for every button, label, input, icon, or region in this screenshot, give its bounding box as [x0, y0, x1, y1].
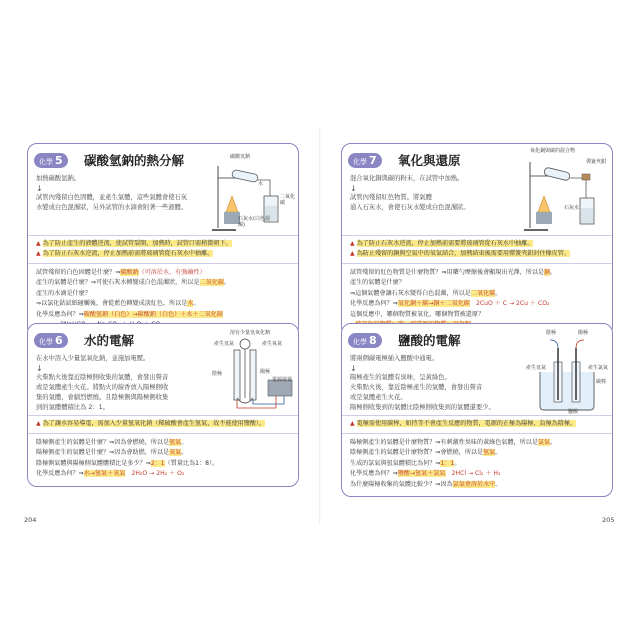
- experiment-description: 將兩個碳電極插入鹽酸中通電。 ↓ 陽極產生的氣體有臭味，呈黃綠色。 火柴點火後，靠近陰極產生的氣體，會發出聲音 或是氣體產生火花。 陽極側收集到的氣體比陰極側收集到的氣體還要少。: [350, 355, 495, 411]
- label-hydrogen: 產生氫氣: [214, 341, 235, 347]
- questions-answers: 試管殘留的白色固體是什麼？⇒碳酸鈉（可溶於水，有強鹼性） 產生的氣體是什麼？⇒可使石灰水轉變成白色混濁狀，所以是二氧化碳。 產生的水滴是什麼？ ⇒以氯化鈷試紙碰觸後，會從藍色轉變成淡紅色，所以是水。 化學反應為何？⇒碳酸氫鈉（白色）→碳酸鈉（白色）＋水＋二氧化碳: [36, 269, 231, 318]
- label-limewater: 石灰水: [564, 205, 580, 211]
- subject-tag: 化學 7: [348, 153, 382, 168]
- hcl-electrolysis-diagram: [528, 332, 610, 414]
- label-cathode: 陰極: [546, 330, 557, 336]
- subject-tag: 化學 6: [34, 333, 68, 348]
- label-water: 水: [258, 181, 264, 187]
- card-hcl-electrolysis: [341, 323, 613, 497]
- label-naoh: 溶有少量氫氧化鈉: [230, 330, 271, 336]
- card-header: [342, 324, 612, 416]
- experiment-description: 加熱碳酸氫鈉。 ↓ 試管內殘留白色固體，並產生氣體，這些氣體會使石灰 水變成白色混濁狀，另外試管的水滴會附著一些液體。: [36, 175, 188, 211]
- card-header: [28, 324, 298, 416]
- label-carbon-rod: 碳棒: [596, 379, 607, 385]
- label-chlorine: 產生氯氣: [588, 365, 609, 371]
- experiment-description: 在水中溶入少量氫氧化鈉，並施加電壓。 ↓ 火柴點火後靠近陰極側收集的氣體，會發出聲音 或是氣體產生火花。將點火的線香放入陽極側收 集的氣體，會劇烈燃燒。且陰極側與陽極側收集 到的氣體體積比為 2：1。: [36, 355, 169, 411]
- label-anode: 陽極: [578, 330, 589, 336]
- caution-notes: ▲ 電極需使用碳棒，如持等不會產生反應的物質，電源的正極為陽極，負極為陰極。: [342, 416, 612, 434]
- page-gutter: [319, 128, 321, 523]
- subject-tag: 化學 5: [34, 153, 68, 168]
- card-water-electrolysis: [27, 323, 299, 487]
- label-oxygen: 產生氧氣: [262, 341, 283, 347]
- label-anode: 陽極: [260, 369, 271, 375]
- card-oxidation-reduction: [341, 143, 613, 337]
- label-power-supply: 電源裝置: [272, 377, 293, 383]
- questions-answers: 陽極側產生的氣體是什麼物質？⇒有刺激性臭味的黃綠色氣體，所以是氯氣。 陰極側產生的氣體是什麼物質？⇒會燃燒，所以是氫氣。 生成的氯氣與氫氣體積比為何？⇒1：1。 化學反應為何？⇒鹽酸→氫氣＋氯氣 2HCl → Cl₂ ＋ H₂ 為什麼陽極收集的氣體比較少？⇒因為氯氣會溶於水中。: [350, 439, 557, 488]
- experiment-description: 混合氧化銅與碳的粉末，在試管中加熱。 ↓ 試管內殘留紅色物質。將氣體 通入石灰水，會使石灰水變成白色混濁狀。: [350, 175, 470, 211]
- label-cuo-carbon-mixture: 氧化銅與碳的混合物: [530, 148, 576, 154]
- questions-answers: 試管殘留的紅色物質是什麼物質？⇒用藥勺摩擦後會顯現出光澤，所以是銅。 產生的氣體是什麼？ ⇒這個氣體會讓石灰水變得白色混濁，所以是二氧化碳。 化學反應為何？⇒氧化銅＋碳→銅＋二氧化碳 2CuO ＋ C → 2Cu ＋ CO₂ 這個反應中，哪個物質被氧化，哪個物質被還原？: [342, 264, 612, 336]
- card-title: 鹽酸的電解: [398, 333, 461, 348]
- label-hcl: 鹽酸: [568, 409, 579, 415]
- label-limewater: 石灰水(白色混濁): [238, 216, 270, 228]
- label-co2: 二氧化碳: [280, 194, 296, 206]
- label-sodium-bicarbonate: 碳酸氫鈉: [230, 154, 251, 160]
- questions-answers: 陰極側產生的氣體是什麼？⇒因為會燃燒，所以是氫氣。 陽極側產生的氣體是什麼？⇒因為會助燃，所以是氧氣。 陰極側氣體與陽極側氣體體積比是多少？⇒2：1（質量比為1：8）。 化學反應為何？⇒水→氫氣＋氧氣 2H₂O → 2H₂ ＋ O₂: [36, 439, 219, 478]
- label-cathode: 陰極: [212, 371, 223, 377]
- card-title: 氧化與還原: [398, 153, 461, 168]
- card-header: [28, 144, 298, 236]
- card-title: 碳酸氫鈉的熱分解: [84, 153, 185, 168]
- card-title: 水的電解: [84, 333, 135, 348]
- caution-notes: ▲ 為了防止產生的液體逆流，使試管裂開，加熱時，試管口需稍微朝下。 ▲ 為了防止石灰水逆流，停止加熱前需將玻璃管從石灰水中抽離。: [28, 236, 298, 264]
- label-spring-clamp: 彈簧夾鉗: [586, 159, 607, 165]
- card-sodium-bicarbonate: [27, 143, 299, 337]
- caution-notes: ▲ 為了防止石灰水逆流，停止加熱前需要將玻璃管從石灰水中抽離。 ▲ 為防止殘留的銅與空氣中的氧氣結合，加熱結束後需要用彈簧夾鉗封住橡皮管。: [342, 236, 612, 264]
- page-number-right: 205: [602, 516, 615, 524]
- label-hydrogen: 產生氫氣: [526, 365, 547, 371]
- card-header: [342, 144, 612, 236]
- caution-notes: ▲ 為了讓水容易導電，需加入少量氫氧化鈉（稀硫酸會產生氫氣，故不能使用鹽酸）。: [28, 416, 298, 434]
- page-number-left: 204: [24, 516, 37, 524]
- subject-tag: 化學 8: [348, 333, 382, 348]
